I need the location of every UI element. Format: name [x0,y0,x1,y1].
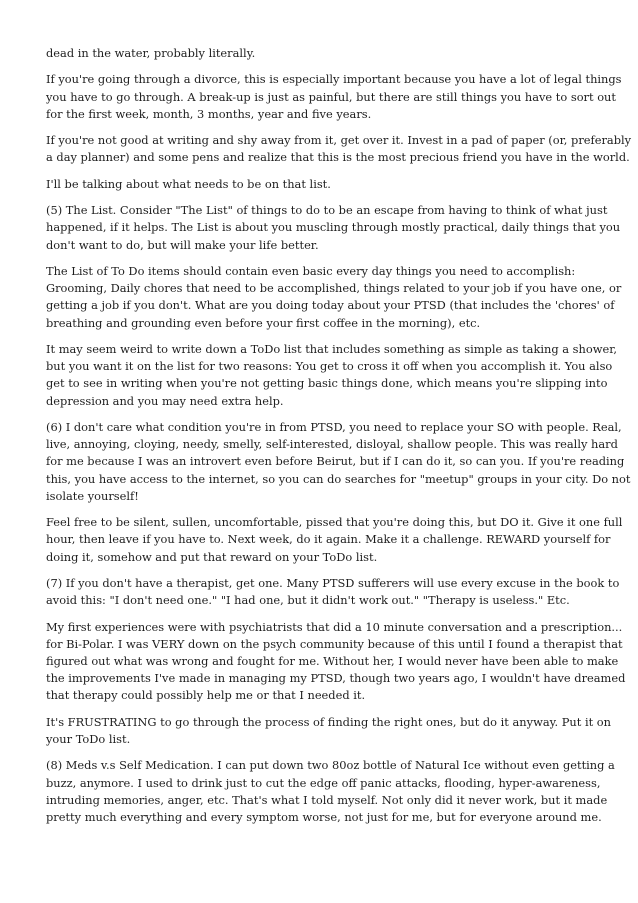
text-line: figured out what was wrong and fought for me. Without her, I would never have been able to make [46,653,619,668]
paragraph [46,757,615,826]
text-line: Grooming, Daily chores that need to be accomplished, things related to your job if you have one, or [46,281,622,296]
text-line: (7) If you don't have a therapist, get one. Many PTSD sufferers will use every excuse in the book to [46,575,620,590]
paragraph [46,714,612,748]
paragraph [46,341,618,410]
paragraph [46,419,631,505]
text-line: It may seem weird to write down a ToDo list that includes something as simple as taking a shower, [46,341,618,356]
text-line: for Bi-Polar. I was VERY down on the psych community because of this until I found a therapist that [46,636,623,651]
text-line: depression and you may need extra help. [46,393,284,408]
text-line: don't want to do, but will make your life better. [46,237,319,252]
text-line: hour, then leave if you have to. Next week, do it again. Make it a challenge. REWARD yourself for [46,532,611,547]
text-line: isolate yourself! [46,488,139,503]
paragraph [46,132,632,166]
text-line: If you're going through a divorce, this is especially important because you have a lot of legal things [46,72,622,87]
text-line: breathing and grounding even before your first coffee in the morning), etc. [46,315,481,330]
text-line: intruding memories, anger, etc. That's what I told myself. Not only did it never work, but it made [46,792,608,807]
text-line: Feel free to be silent, sullen, uncomfortable, pissed that you're doing this, but DO it. Give it one full [46,515,623,530]
text-line: buzz, anymore. I used to drink just to cut the edge off panic attacks, flooding, hyper-awareness, [46,775,601,790]
text-line: My first experiences were with psychiatrists that did a 10 minute conversation and a prescription... [46,619,623,634]
text-line: live, annoying, cloying, needy, smelly, self-interested, disloyal, shallow people. This was really hard [46,437,618,452]
text-line: avoid this: "I don't need one." "I had one, but it didn't work out." "Therapy is useless." Etc. [46,593,570,608]
text-line: this, you have access to the internet, so you can do searches for "meetup" groups in your city. Do not [46,471,631,486]
text-line: getting a job if you don't. What are you doing today about your PTSD (that includes the 'chores' of [46,298,615,313]
text-line: I'll be talking about what needs to be on that list. [46,176,331,191]
text-line: pretty much everything and every symptom worse, not just for me, but for everyone around me. [46,809,602,824]
text-line: happened, if it helps. The List is about you muscling through mostly practical, daily things that you [46,220,621,235]
paragraph [46,45,606,62]
text-line: but you want it on the list for two reasons: You get to cross it off when you accomplish it. You also [46,359,613,374]
paragraph [46,575,620,609]
paragraph [46,176,606,193]
paragraph [46,514,623,566]
text-line: that therapy could possibly help me or that I needed it. [46,688,366,703]
text-line: (5) The List. Consider "The List" of things to do to be an escape from having to think of what just [46,203,608,218]
text-line: get to see in writing when you're not getting basic things done, which means you're slipping into [46,376,608,391]
text-line: (6) I don't care what condition you're in from PTSD, you need to replace your SO with people. Real, [46,419,622,434]
text-line: for the first week, month, 3 months, year and five years. [46,106,372,121]
text-line: for me because I was an introvert even before Beirut, but if I can do it, so can you. If you're reading [46,454,625,469]
text-line: a day planner) and some pens and realize that this is the most precious friend you have in the world. [46,150,630,165]
text-line: It's FRUSTRATING to go through the process of finding the right ones, but do it anyway. Put it on [46,714,612,729]
text-line: the improvements I've made in managing my PTSD, though two years ago, I wouldn't have dreamed [46,671,626,686]
text-line: The List of To Do items should contain even basic every day things you need to accomplish: [46,263,576,278]
text-line: (8) Meds v.s Self Medication. I can put down two 80oz bottle of Natural Ice without even getting a [46,758,615,773]
paragraph [46,71,622,123]
text-line: doing it, somehow and put that reward on your ToDo list. [46,549,378,564]
text-line: If you're not good at writing and shy away from it, get over it. Invest in a pad of paper (or, preferably [46,133,632,148]
paragraph [46,263,622,332]
text-line: your ToDo list. [46,731,131,746]
paragraph [46,619,626,705]
text-line: you have to go through. A break-up is just as painful, but there are still things you have to sort out [46,89,616,104]
text-line: dead in the water, probably literally. [46,46,256,60]
document-page [46,45,632,835]
paragraph [46,202,621,254]
